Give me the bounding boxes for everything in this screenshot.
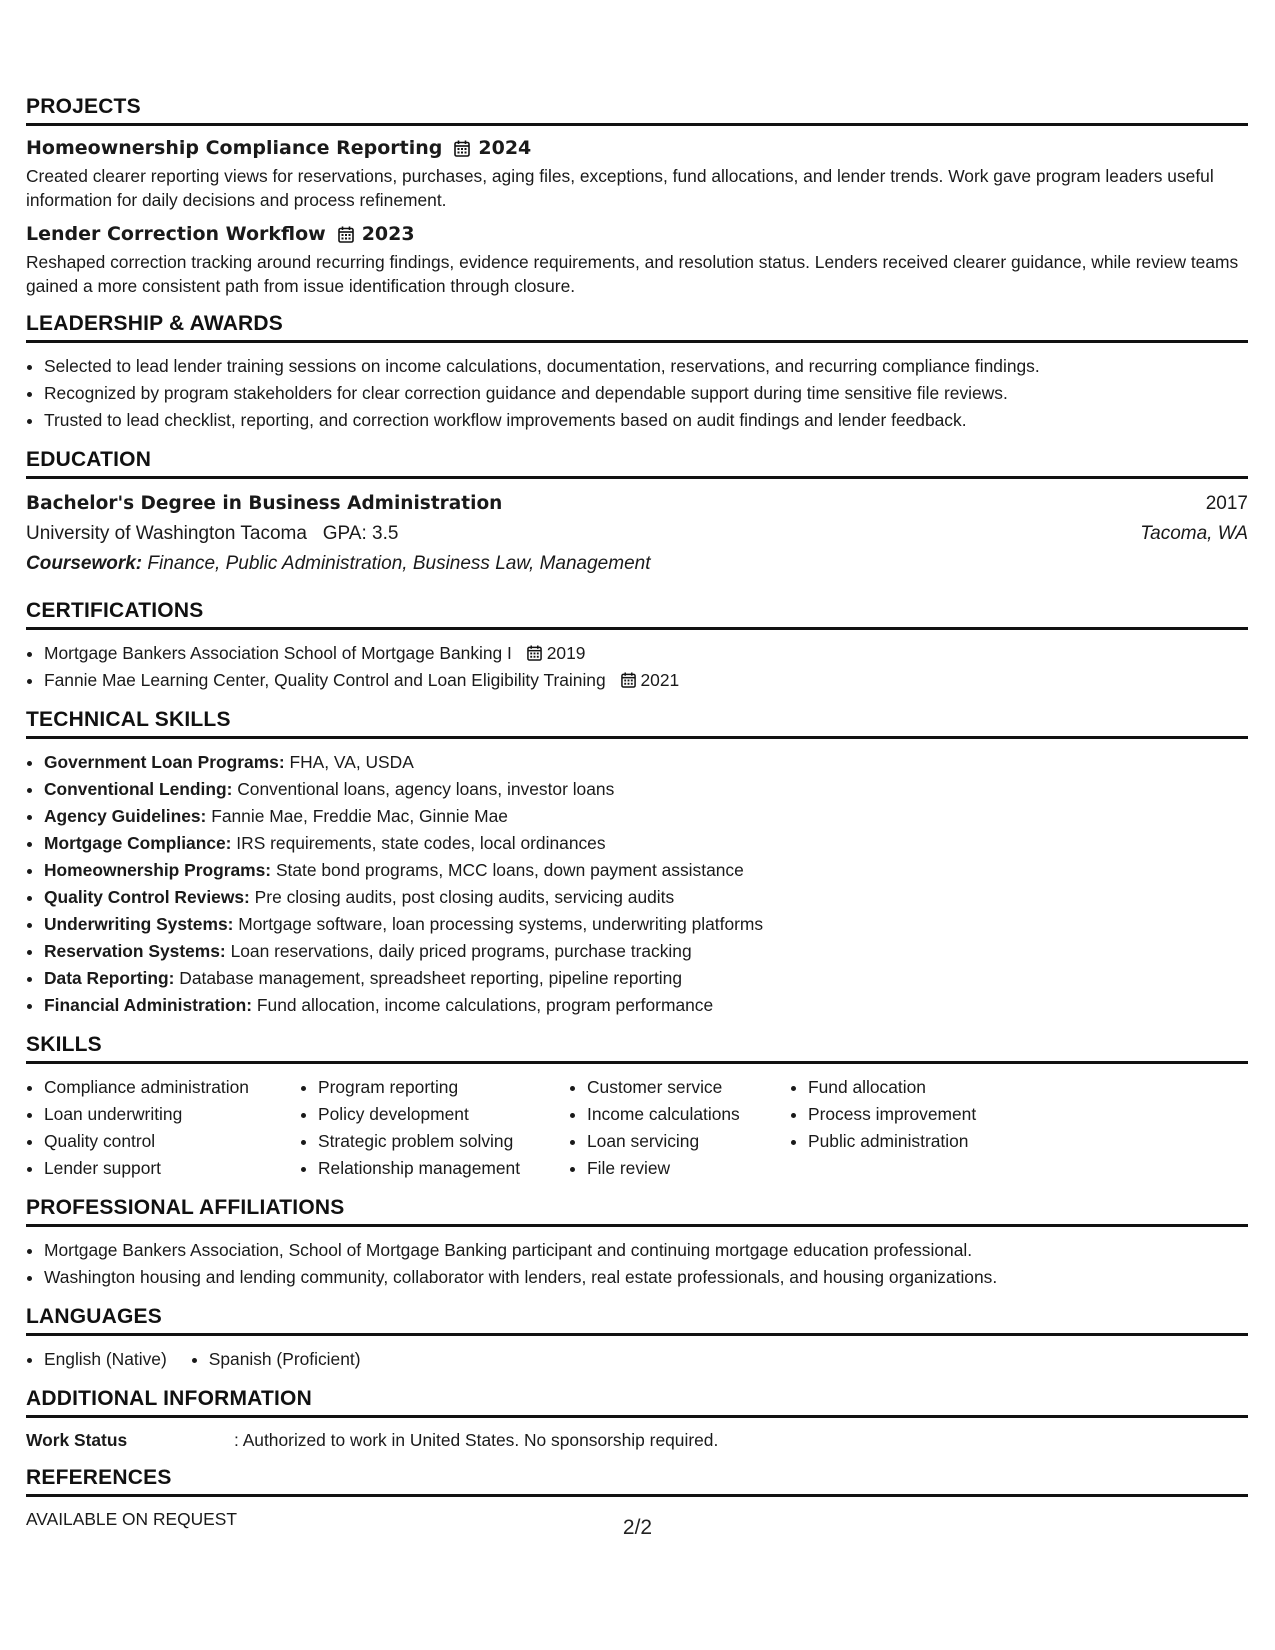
work-status-value: : Authorized to work in United States. No sponsorship required. (234, 1430, 719, 1450)
coursework-label: Coursework: (26, 553, 143, 574)
project-description: Created clearer reporting views for reservations, purchases, aging files, exceptions, fund allocations, and lender trends. Work gave program leaders useful information for daily decisions and process refinement. (26, 166, 1214, 210)
project-heading (26, 136, 1248, 160)
list-item: • Fund allocation (808, 1074, 1048, 1101)
list-item: • Program reporting (318, 1074, 569, 1101)
list-item (44, 911, 1248, 938)
skill-label: Agency Guidelines: (44, 806, 207, 826)
language-entry (26, 1346, 167, 1373)
skill-label: Reservation Systems: (44, 941, 226, 961)
list-item (44, 749, 1248, 776)
skill-value: Pre closing audits, post closing audits, servicing audits (254, 887, 675, 907)
calendar-icon (621, 672, 636, 688)
affiliations-list (26, 1237, 1248, 1291)
degree: Bachelor's Degree in Business Administration (26, 493, 503, 514)
list-item (44, 857, 1248, 884)
work-status-label: Work Status (26, 1430, 128, 1450)
calendar-icon (454, 140, 470, 157)
certification-name: Fannie Mae Learning Center, Quality Control and Loan Eligibility Training (44, 670, 606, 690)
section-title: CERTIFICATIONS (26, 599, 1248, 630)
list-item: • Recognized by program stakeholders for clear correction guidance and dependable support during time sensitive file reviews. (44, 380, 1248, 407)
list-item (44, 667, 1248, 694)
skill-label: Underwriting Systems: (44, 914, 234, 934)
school-location: Tacoma, WA (1140, 523, 1248, 544)
skill-value: Conventional loans, agency loans, investor loans (237, 779, 615, 799)
list-item: • Public administration (808, 1128, 1048, 1155)
skill-value: Database management, spreadsheet reporting, pipeline reporting (179, 968, 682, 988)
work-status-row (26, 1428, 1248, 1452)
skill-label: Financial Administration: (44, 995, 253, 1015)
list-item (44, 640, 1248, 667)
certifications-list (26, 640, 1248, 694)
skill-label: Conventional Lending: (44, 779, 233, 799)
list-item: • Policy development (318, 1101, 569, 1128)
list-item: • File review (587, 1155, 790, 1182)
skill-value: FHA, VA, USDA (289, 752, 414, 772)
section-title: TECHNICAL SKILLS (26, 708, 1248, 739)
list-item: • Process improvement (808, 1101, 1048, 1128)
list-item: • Customer service (587, 1074, 790, 1101)
list-item: • Relationship management (318, 1155, 569, 1182)
project-name: Homeownership Compliance Reporting (26, 137, 443, 159)
skills-column (26, 1074, 300, 1182)
section-title: LEADERSHIP & AWARDS (26, 312, 1248, 343)
list-item: • English (Native) (44, 1346, 167, 1373)
list-item: • Mortgage Bankers Association, School of Mortgage Banking participant and continuing mortgage education professional. (44, 1237, 1248, 1264)
certification-name: Mortgage Bankers Association School of Mortgage Banking I (44, 643, 512, 663)
list-item (44, 776, 1248, 803)
skill-label: Homeownership Programs: (44, 860, 272, 880)
education-section (26, 448, 1248, 579)
skill-value: State bond programs, MCC loans, down payment assistance (275, 860, 744, 880)
page-number: 2/2 (622, 1516, 653, 1539)
resume-page (26, 95, 1248, 1531)
references-text: AVAILABLE ON REQUEST (26, 1509, 238, 1529)
skill-label: Government Loan Programs: (44, 752, 285, 772)
project-description: Reshaped correction tracking around recurring findings, evidence requirements, and resolution status. Lenders received clearer guidance, while review teams gained a more consistent path from issue identification through closure. (26, 252, 1239, 296)
certifications-section (26, 599, 1248, 694)
list-item: • Income calculations (587, 1101, 790, 1128)
skills-columns (26, 1074, 1248, 1182)
school (26, 519, 398, 549)
section-title: SKILLS (26, 1033, 1248, 1064)
list-item (44, 884, 1248, 911)
projects-section (26, 95, 1248, 298)
skill-value: Loan reservations, daily priced programs, purchase tracking (230, 941, 692, 961)
section-title: REFERENCES (26, 1466, 1248, 1497)
list-item (44, 830, 1248, 857)
section-title: LANGUAGES (26, 1305, 1248, 1336)
languages-list (26, 1346, 1248, 1373)
skill-label: Mortgage Compliance: (44, 833, 232, 853)
skill-value: Fund allocation, income calculations, program performance (256, 995, 714, 1015)
section-title: ADDITIONAL INFORMATION (26, 1387, 1248, 1418)
certification-year: 2021 (640, 670, 680, 690)
technical-skills-section (26, 708, 1248, 1019)
list-item: • Lender support (44, 1155, 300, 1182)
section-title: EDUCATION (26, 448, 1248, 479)
list-item: • Quality control (44, 1128, 300, 1155)
skills-column (300, 1074, 569, 1182)
calendar-icon (527, 645, 542, 661)
list-item (44, 803, 1248, 830)
leadership-list (26, 353, 1248, 434)
education-school-row (26, 519, 1248, 549)
education-degree-row (26, 489, 1248, 519)
project-name: Lender Correction Workflow (26, 223, 326, 245)
skill-value: IRS requirements, state codes, local ordinances (236, 833, 606, 853)
certification-year: 2019 (546, 643, 586, 663)
graduation-year: 2017 (1205, 493, 1248, 514)
project-year: 2024 (478, 137, 532, 159)
gpa: GPA: 3.5 (322, 523, 399, 544)
list-item: • Spanish (Proficient) (209, 1346, 361, 1373)
language-entry (191, 1346, 361, 1373)
skill-label: Quality Control Reviews: (44, 887, 250, 907)
list-item: • Strategic problem solving (318, 1128, 569, 1155)
list-item: • Loan servicing (587, 1128, 790, 1155)
coursework-value: Finance, Public Administration, Business Law, Management (147, 553, 651, 574)
section-title: PROFESSIONAL AFFILIATIONS (26, 1196, 1248, 1227)
list-item: • Trusted to lead checklist, reporting, and correction workflow improvements based on audit findings and lender feedback. (44, 407, 1248, 434)
section-title: PROJECTS (26, 95, 1248, 126)
school-name: University of Washington Tacoma (26, 523, 307, 544)
additional-info-section (26, 1387, 1248, 1452)
skill-value: Fannie Mae, Freddie Mac, Ginnie Mae (211, 806, 508, 826)
skill-label: Data Reporting: (44, 968, 175, 988)
project-year: 2023 (361, 223, 415, 245)
languages-section (26, 1305, 1248, 1373)
skills-column (569, 1074, 790, 1182)
project-heading (26, 222, 1248, 246)
coursework (26, 549, 1248, 579)
list-item: • Loan underwriting (44, 1101, 300, 1128)
list-item: • Washington housing and lending community, collaborator with lenders, real estate professionals, and housing organizations. (44, 1264, 1248, 1291)
skill-value: Mortgage software, loan processing systems, underwriting platforms (238, 914, 764, 934)
list-item: • Compliance administration (44, 1074, 300, 1101)
list-item: • Selected to lead lender training sessions on income calculations, documentation, reservations, and recurring compliance findings. (44, 353, 1248, 380)
leadership-section (26, 312, 1248, 434)
list-item (44, 938, 1248, 965)
technical-skills-list (26, 749, 1248, 1019)
calendar-icon (338, 226, 354, 243)
skills-section (26, 1033, 1248, 1182)
list-item (44, 992, 1248, 1019)
skills-column (790, 1074, 1048, 1182)
affiliations-section (26, 1196, 1248, 1291)
list-item (44, 965, 1248, 992)
